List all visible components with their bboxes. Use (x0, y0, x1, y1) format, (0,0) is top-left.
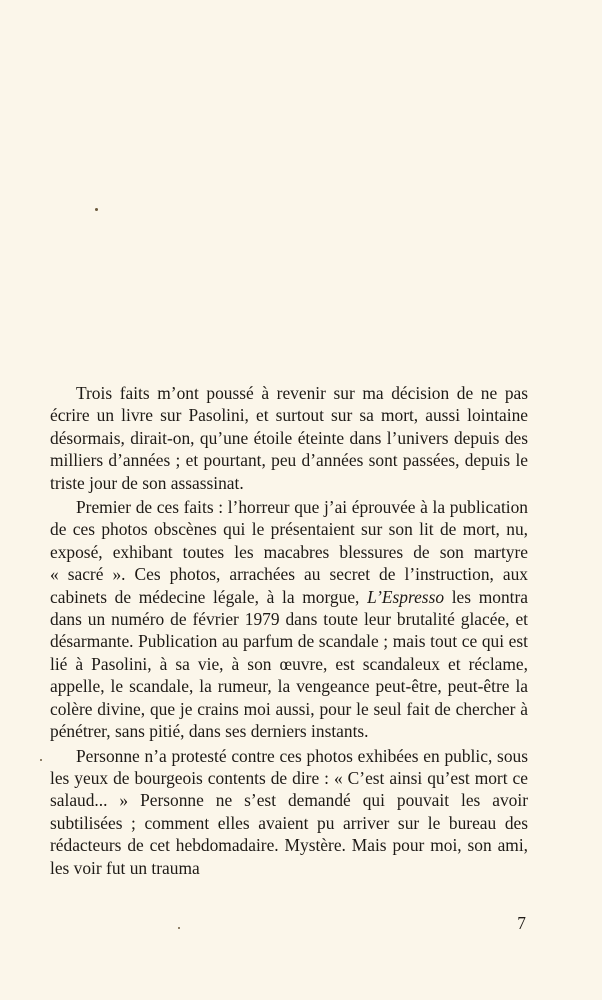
paper-speck (178, 927, 180, 929)
publication-title: L’Espresso (367, 586, 445, 607)
paragraph-2-text-a: Premier de ces faits : l’horreur que j’ai éprouvée à la publication de ces photos obscènes qui le présentaient sur son lit de mort, nu, exposé, exhibant toutes les macabres blessures de son martyre « sacré ». Ces photos, arrachées au secret de l’instruction, aux cabinets de médecine légale, à la morgue, (50, 497, 528, 607)
paragraph-2 (50, 496, 528, 742)
page-number: 7 (517, 913, 526, 933)
paragraph-1-text: Trois faits m’ont poussé à revenir sur ma décision de ne pas écrire un livre sur Pasolini, et surtout sur sa mort, aussi lointaine désormais, dirait-on, qu’une étoile éteinte dans l’univers depuis des milliers d’années ; et pourtant, peu d’années sont passées, depuis le triste jour de son assassinat. (50, 383, 528, 493)
body-text (50, 382, 528, 879)
paragraph-3-text: Personne n’a protesté contre ces photos exhibées en public, sous les yeux de bourgeois contents de dire : « C’est ainsi qu’est mort ce salaud... » Personne ne s’est demandé qui pouvait les avoir subtilisées ; comment elles avaient pu arriver sur le bureau des rédacteurs de cet hebdomadaire. Mystère. Mais pour moi, son ami, les voir fut un trauma (50, 745, 528, 878)
paragraph-1 (50, 382, 528, 494)
paragraph-2-text-b: les montra dans un numéro de février 1979 dans toute leur brutalité glacée, et désarmante. Publication au parfum de scandale ; mais tout ce qui est lié à Pasolini, à sa vie, à son œuvre, est scandaleux et réclame, appelle, le scandale, la rumeur, la vengeance peut-être, peut-être la colère divine, que je crains moi aussi, pour le seul fait de chercher à pénétrer, sans pitié, dans ses derniers instants. (50, 586, 528, 742)
paragraph-3 (50, 745, 528, 879)
paper-speck (95, 208, 98, 211)
paper-speck (40, 759, 42, 761)
